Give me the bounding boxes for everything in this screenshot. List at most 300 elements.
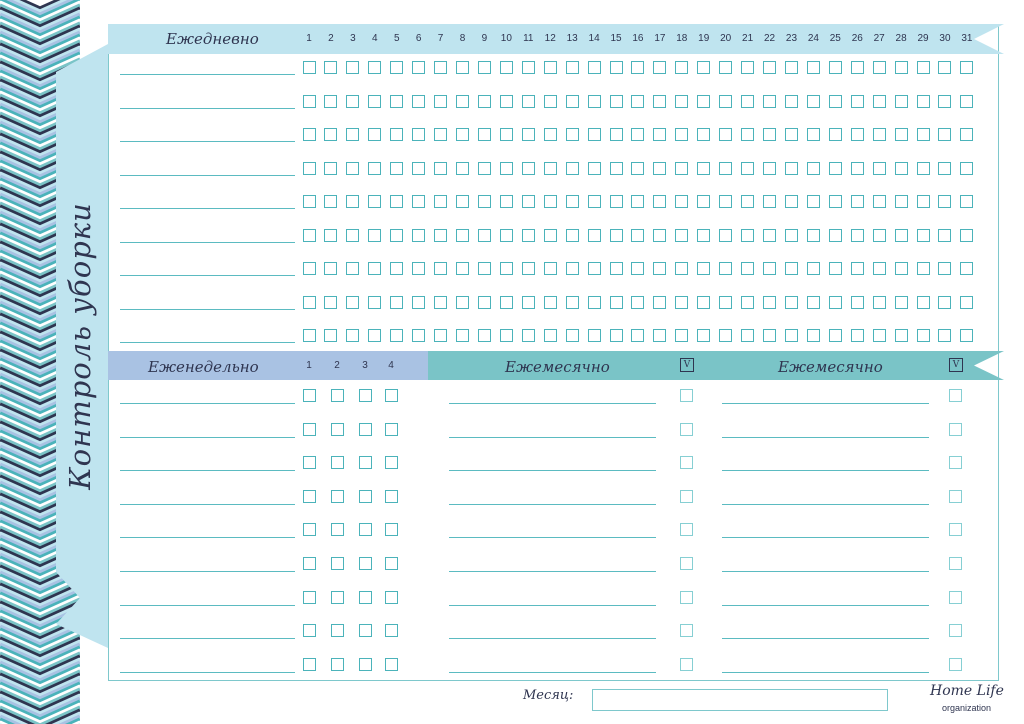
monthly-a-checkbox[interactable] <box>680 456 693 469</box>
daily-checkbox[interactable] <box>631 162 644 175</box>
daily-checkbox[interactable] <box>675 61 688 74</box>
weekly-checkbox[interactable] <box>331 423 344 436</box>
monthly-b-task-line[interactable] <box>722 605 929 606</box>
daily-checkbox[interactable] <box>895 61 908 74</box>
daily-checkbox[interactable] <box>938 296 951 309</box>
weekly-checkbox[interactable] <box>359 591 372 604</box>
weekly-task-line[interactable] <box>120 537 295 538</box>
daily-checkbox[interactable] <box>873 128 886 141</box>
weekly-checkbox[interactable] <box>359 557 372 570</box>
daily-checkbox[interactable] <box>303 262 316 275</box>
daily-checkbox[interactable] <box>851 162 864 175</box>
daily-checkbox[interactable] <box>610 61 623 74</box>
weekly-checkbox[interactable] <box>385 557 398 570</box>
daily-checkbox[interactable] <box>544 229 557 242</box>
daily-checkbox[interactable] <box>938 95 951 108</box>
monthly-b-task-line[interactable] <box>722 470 929 471</box>
daily-checkbox[interactable] <box>829 296 842 309</box>
weekly-checkbox[interactable] <box>331 523 344 536</box>
daily-checkbox[interactable] <box>631 296 644 309</box>
daily-checkbox[interactable] <box>763 95 776 108</box>
daily-checkbox[interactable] <box>390 128 403 141</box>
daily-checkbox[interactable] <box>785 262 798 275</box>
daily-checkbox[interactable] <box>303 61 316 74</box>
daily-checkbox[interactable] <box>303 329 316 342</box>
monthly-a-checkbox[interactable] <box>680 423 693 436</box>
daily-checkbox[interactable] <box>873 262 886 275</box>
daily-checkbox[interactable] <box>807 229 820 242</box>
daily-checkbox[interactable] <box>500 229 513 242</box>
daily-checkbox[interactable] <box>390 262 403 275</box>
monthly-a-checkbox[interactable] <box>680 624 693 637</box>
monthly-b-task-line[interactable] <box>722 638 929 639</box>
daily-checkbox[interactable] <box>566 229 579 242</box>
daily-checkbox[interactable] <box>785 195 798 208</box>
daily-checkbox[interactable] <box>544 296 557 309</box>
daily-checkbox[interactable] <box>719 61 732 74</box>
daily-checkbox[interactable] <box>522 262 535 275</box>
weekly-task-line[interactable] <box>120 437 295 438</box>
daily-task-line[interactable] <box>120 208 295 209</box>
daily-checkbox[interactable] <box>478 95 491 108</box>
daily-checkbox[interactable] <box>324 296 337 309</box>
daily-checkbox[interactable] <box>960 262 973 275</box>
daily-checkbox[interactable] <box>346 95 359 108</box>
monthly-a-task-line[interactable] <box>449 437 656 438</box>
daily-checkbox[interactable] <box>960 128 973 141</box>
daily-task-line[interactable] <box>120 108 295 109</box>
daily-checkbox[interactable] <box>544 162 557 175</box>
daily-checkbox[interactable] <box>566 128 579 141</box>
daily-checkbox[interactable] <box>456 296 469 309</box>
monthly-a-task-line[interactable] <box>449 605 656 606</box>
weekly-checkbox[interactable] <box>359 490 372 503</box>
daily-checkbox[interactable] <box>675 229 688 242</box>
daily-checkbox[interactable] <box>434 162 447 175</box>
daily-checkbox[interactable] <box>785 95 798 108</box>
daily-checkbox[interactable] <box>434 195 447 208</box>
daily-checkbox[interactable] <box>741 229 754 242</box>
month-input[interactable] <box>592 689 888 711</box>
monthly-b-task-line[interactable] <box>722 403 929 404</box>
monthly-a-task-line[interactable] <box>449 504 656 505</box>
daily-checkbox[interactable] <box>960 229 973 242</box>
daily-checkbox[interactable] <box>456 162 469 175</box>
daily-checkbox[interactable] <box>566 296 579 309</box>
weekly-checkbox[interactable] <box>331 490 344 503</box>
daily-checkbox[interactable] <box>588 128 601 141</box>
daily-checkbox[interactable] <box>895 262 908 275</box>
daily-checkbox[interactable] <box>829 262 842 275</box>
daily-checkbox[interactable] <box>588 162 601 175</box>
daily-task-line[interactable] <box>120 141 295 142</box>
weekly-checkbox[interactable] <box>303 523 316 536</box>
monthly-b-checkbox[interactable] <box>949 591 962 604</box>
daily-task-line[interactable] <box>120 242 295 243</box>
daily-checkbox[interactable] <box>412 195 425 208</box>
daily-checkbox[interactable] <box>544 61 557 74</box>
daily-checkbox[interactable] <box>719 329 732 342</box>
daily-checkbox[interactable] <box>390 61 403 74</box>
daily-checkbox[interactable] <box>478 229 491 242</box>
daily-checkbox[interactable] <box>588 296 601 309</box>
daily-checkbox[interactable] <box>917 128 930 141</box>
weekly-checkbox[interactable] <box>331 658 344 671</box>
weekly-checkbox[interactable] <box>385 490 398 503</box>
monthly-a-task-line[interactable] <box>449 470 656 471</box>
daily-checkbox[interactable] <box>412 61 425 74</box>
daily-checkbox[interactable] <box>653 329 666 342</box>
daily-checkbox[interactable] <box>456 128 469 141</box>
daily-checkbox[interactable] <box>500 296 513 309</box>
daily-checkbox[interactable] <box>697 296 710 309</box>
daily-checkbox[interactable] <box>434 329 447 342</box>
daily-checkbox[interactable] <box>610 162 623 175</box>
daily-checkbox[interactable] <box>412 128 425 141</box>
weekly-checkbox[interactable] <box>303 591 316 604</box>
daily-checkbox[interactable] <box>588 229 601 242</box>
daily-checkbox[interactable] <box>478 128 491 141</box>
daily-checkbox[interactable] <box>478 162 491 175</box>
weekly-checkbox[interactable] <box>303 557 316 570</box>
weekly-checkbox[interactable] <box>385 456 398 469</box>
daily-checkbox[interactable] <box>960 329 973 342</box>
daily-checkbox[interactable] <box>741 195 754 208</box>
daily-checkbox[interactable] <box>390 162 403 175</box>
daily-checkbox[interactable] <box>873 329 886 342</box>
daily-checkbox[interactable] <box>368 229 381 242</box>
monthly-b-checkbox[interactable] <box>949 389 962 402</box>
monthly-a-task-line[interactable] <box>449 537 656 538</box>
daily-task-line[interactable] <box>120 175 295 176</box>
daily-checkbox[interactable] <box>675 95 688 108</box>
daily-checkbox[interactable] <box>456 229 469 242</box>
daily-checkbox[interactable] <box>544 262 557 275</box>
daily-checkbox[interactable] <box>368 296 381 309</box>
weekly-checkbox[interactable] <box>385 389 398 402</box>
daily-checkbox[interactable] <box>324 229 337 242</box>
daily-checkbox[interactable] <box>610 229 623 242</box>
daily-checkbox[interactable] <box>719 296 732 309</box>
daily-checkbox[interactable] <box>741 61 754 74</box>
weekly-checkbox[interactable] <box>359 658 372 671</box>
monthly-a-task-line[interactable] <box>449 403 656 404</box>
weekly-checkbox[interactable] <box>303 389 316 402</box>
daily-checkbox[interactable] <box>434 128 447 141</box>
daily-checkbox[interactable] <box>346 262 359 275</box>
daily-checkbox[interactable] <box>456 61 469 74</box>
daily-checkbox[interactable] <box>631 195 644 208</box>
daily-checkbox[interactable] <box>807 195 820 208</box>
monthly-b-task-line[interactable] <box>722 437 929 438</box>
daily-checkbox[interactable] <box>675 128 688 141</box>
daily-checkbox[interactable] <box>960 95 973 108</box>
weekly-task-line[interactable] <box>120 504 295 505</box>
daily-checkbox[interactable] <box>390 195 403 208</box>
daily-checkbox[interactable] <box>741 329 754 342</box>
daily-checkbox[interactable] <box>938 229 951 242</box>
daily-checkbox[interactable] <box>851 61 864 74</box>
daily-checkbox[interactable] <box>763 195 776 208</box>
daily-checkbox[interactable] <box>324 61 337 74</box>
daily-checkbox[interactable] <box>785 128 798 141</box>
daily-checkbox[interactable] <box>522 61 535 74</box>
daily-checkbox[interactable] <box>303 95 316 108</box>
monthly-b-checkbox[interactable] <box>949 658 962 671</box>
daily-checkbox[interactable] <box>303 128 316 141</box>
weekly-checkbox[interactable] <box>359 624 372 637</box>
daily-checkbox[interactable] <box>917 296 930 309</box>
daily-checkbox[interactable] <box>807 329 820 342</box>
weekly-checkbox[interactable] <box>331 557 344 570</box>
weekly-task-line[interactable] <box>120 638 295 639</box>
daily-checkbox[interactable] <box>741 128 754 141</box>
weekly-checkbox[interactable] <box>331 591 344 604</box>
weekly-checkbox[interactable] <box>385 658 398 671</box>
daily-checkbox[interactable] <box>368 61 381 74</box>
weekly-checkbox[interactable] <box>303 456 316 469</box>
daily-checkbox[interactable] <box>697 128 710 141</box>
monthly-b-checkbox[interactable] <box>949 624 962 637</box>
daily-checkbox[interactable] <box>938 61 951 74</box>
daily-checkbox[interactable] <box>631 229 644 242</box>
daily-checkbox[interactable] <box>368 162 381 175</box>
daily-checkbox[interactable] <box>895 329 908 342</box>
weekly-checkbox[interactable] <box>303 490 316 503</box>
daily-checkbox[interactable] <box>522 329 535 342</box>
daily-checkbox[interactable] <box>763 229 776 242</box>
daily-checkbox[interactable] <box>610 95 623 108</box>
daily-checkbox[interactable] <box>741 296 754 309</box>
daily-checkbox[interactable] <box>785 329 798 342</box>
daily-checkbox[interactable] <box>566 329 579 342</box>
daily-checkbox[interactable] <box>500 329 513 342</box>
daily-checkbox[interactable] <box>785 229 798 242</box>
daily-checkbox[interactable] <box>873 95 886 108</box>
daily-checkbox[interactable] <box>324 95 337 108</box>
weekly-checkbox[interactable] <box>331 624 344 637</box>
monthly-b-checkbox[interactable] <box>949 523 962 536</box>
daily-checkbox[interactable] <box>610 262 623 275</box>
weekly-checkbox[interactable] <box>331 389 344 402</box>
daily-checkbox[interactable] <box>675 262 688 275</box>
daily-task-line[interactable] <box>120 309 295 310</box>
daily-checkbox[interactable] <box>610 195 623 208</box>
monthly-a-checkbox[interactable] <box>680 389 693 402</box>
daily-checkbox[interactable] <box>412 262 425 275</box>
daily-checkbox[interactable] <box>917 195 930 208</box>
daily-checkbox[interactable] <box>917 61 930 74</box>
daily-checkbox[interactable] <box>807 262 820 275</box>
daily-checkbox[interactable] <box>895 229 908 242</box>
daily-checkbox[interactable] <box>675 162 688 175</box>
daily-checkbox[interactable] <box>588 262 601 275</box>
daily-checkbox[interactable] <box>675 195 688 208</box>
daily-checkbox[interactable] <box>544 128 557 141</box>
daily-checkbox[interactable] <box>346 229 359 242</box>
monthly-b-checkbox[interactable] <box>949 557 962 570</box>
daily-checkbox[interactable] <box>675 329 688 342</box>
daily-checkbox[interactable] <box>324 162 337 175</box>
weekly-checkbox[interactable] <box>385 523 398 536</box>
daily-checkbox[interactable] <box>873 296 886 309</box>
daily-checkbox[interactable] <box>434 296 447 309</box>
daily-checkbox[interactable] <box>785 296 798 309</box>
daily-checkbox[interactable] <box>851 229 864 242</box>
daily-checkbox[interactable] <box>807 95 820 108</box>
daily-checkbox[interactable] <box>434 61 447 74</box>
daily-checkbox[interactable] <box>785 162 798 175</box>
weekly-checkbox[interactable] <box>359 523 372 536</box>
daily-checkbox[interactable] <box>763 162 776 175</box>
daily-checkbox[interactable] <box>522 95 535 108</box>
daily-checkbox[interactable] <box>478 329 491 342</box>
daily-checkbox[interactable] <box>851 95 864 108</box>
daily-task-line[interactable] <box>120 74 295 75</box>
daily-checkbox[interactable] <box>390 229 403 242</box>
daily-checkbox[interactable] <box>653 95 666 108</box>
daily-checkbox[interactable] <box>938 329 951 342</box>
daily-checkbox[interactable] <box>653 128 666 141</box>
weekly-task-line[interactable] <box>120 672 295 673</box>
daily-checkbox[interactable] <box>368 128 381 141</box>
daily-checkbox[interactable] <box>544 329 557 342</box>
monthly-a-checkbox[interactable] <box>680 591 693 604</box>
weekly-checkbox[interactable] <box>359 423 372 436</box>
daily-checkbox[interactable] <box>697 195 710 208</box>
daily-checkbox[interactable] <box>631 262 644 275</box>
daily-checkbox[interactable] <box>895 296 908 309</box>
daily-checkbox[interactable] <box>522 162 535 175</box>
daily-checkbox[interactable] <box>829 329 842 342</box>
daily-checkbox[interactable] <box>653 229 666 242</box>
daily-checkbox[interactable] <box>829 128 842 141</box>
daily-checkbox[interactable] <box>719 195 732 208</box>
daily-task-line[interactable] <box>120 275 295 276</box>
daily-checkbox[interactable] <box>500 262 513 275</box>
daily-checkbox[interactable] <box>851 128 864 141</box>
daily-checkbox[interactable] <box>960 162 973 175</box>
daily-checkbox[interactable] <box>566 95 579 108</box>
daily-checkbox[interactable] <box>390 329 403 342</box>
daily-checkbox[interactable] <box>324 329 337 342</box>
daily-checkbox[interactable] <box>478 296 491 309</box>
daily-checkbox[interactable] <box>653 262 666 275</box>
daily-checkbox[interactable] <box>917 329 930 342</box>
daily-checkbox[interactable] <box>522 296 535 309</box>
daily-checkbox[interactable] <box>763 262 776 275</box>
daily-checkbox[interactable] <box>851 296 864 309</box>
daily-checkbox[interactable] <box>653 195 666 208</box>
daily-checkbox[interactable] <box>588 95 601 108</box>
weekly-task-line[interactable] <box>120 470 295 471</box>
daily-checkbox[interactable] <box>522 195 535 208</box>
daily-checkbox[interactable] <box>631 128 644 141</box>
daily-checkbox[interactable] <box>763 329 776 342</box>
daily-checkbox[interactable] <box>566 61 579 74</box>
daily-checkbox[interactable] <box>610 128 623 141</box>
daily-checkbox[interactable] <box>697 329 710 342</box>
daily-checkbox[interactable] <box>917 95 930 108</box>
daily-checkbox[interactable] <box>610 329 623 342</box>
daily-checkbox[interactable] <box>500 162 513 175</box>
daily-checkbox[interactable] <box>324 195 337 208</box>
weekly-checkbox[interactable] <box>331 456 344 469</box>
daily-checkbox[interactable] <box>544 95 557 108</box>
daily-checkbox[interactable] <box>434 262 447 275</box>
weekly-task-line[interactable] <box>120 571 295 572</box>
daily-checkbox[interactable] <box>566 195 579 208</box>
daily-checkbox[interactable] <box>763 61 776 74</box>
daily-checkbox[interactable] <box>960 195 973 208</box>
weekly-checkbox[interactable] <box>385 591 398 604</box>
daily-checkbox[interactable] <box>851 329 864 342</box>
weekly-checkbox[interactable] <box>385 423 398 436</box>
monthly-b-checkbox[interactable] <box>949 456 962 469</box>
daily-checkbox[interactable] <box>697 95 710 108</box>
daily-checkbox[interactable] <box>412 95 425 108</box>
daily-checkbox[interactable] <box>434 95 447 108</box>
daily-checkbox[interactable] <box>763 296 776 309</box>
daily-checkbox[interactable] <box>741 262 754 275</box>
daily-checkbox[interactable] <box>631 61 644 74</box>
daily-checkbox[interactable] <box>346 296 359 309</box>
monthly-a-task-line[interactable] <box>449 571 656 572</box>
daily-checkbox[interactable] <box>741 162 754 175</box>
daily-checkbox[interactable] <box>917 162 930 175</box>
daily-checkbox[interactable] <box>478 262 491 275</box>
daily-checkbox[interactable] <box>412 162 425 175</box>
daily-checkbox[interactable] <box>829 162 842 175</box>
monthly-a-checkbox[interactable] <box>680 658 693 671</box>
daily-checkbox[interactable] <box>456 195 469 208</box>
daily-checkbox[interactable] <box>938 262 951 275</box>
daily-checkbox[interactable] <box>500 95 513 108</box>
daily-checkbox[interactable] <box>610 296 623 309</box>
weekly-task-line[interactable] <box>120 403 295 404</box>
daily-checkbox[interactable] <box>829 61 842 74</box>
monthly-a-checkbox[interactable] <box>680 490 693 503</box>
weekly-checkbox[interactable] <box>303 423 316 436</box>
daily-checkbox[interactable] <box>631 95 644 108</box>
daily-checkbox[interactable] <box>938 128 951 141</box>
daily-checkbox[interactable] <box>303 195 316 208</box>
daily-checkbox[interactable] <box>697 162 710 175</box>
daily-task-line[interactable] <box>120 342 295 343</box>
daily-checkbox[interactable] <box>522 229 535 242</box>
daily-checkbox[interactable] <box>960 296 973 309</box>
daily-checkbox[interactable] <box>807 61 820 74</box>
daily-checkbox[interactable] <box>960 61 973 74</box>
monthly-b-task-line[interactable] <box>722 504 929 505</box>
daily-checkbox[interactable] <box>631 329 644 342</box>
daily-checkbox[interactable] <box>697 61 710 74</box>
weekly-checkbox[interactable] <box>303 624 316 637</box>
daily-checkbox[interactable] <box>719 229 732 242</box>
daily-checkbox[interactable] <box>588 329 601 342</box>
daily-checkbox[interactable] <box>346 61 359 74</box>
daily-checkbox[interactable] <box>653 162 666 175</box>
daily-checkbox[interactable] <box>500 61 513 74</box>
daily-checkbox[interactable] <box>763 128 776 141</box>
daily-checkbox[interactable] <box>368 262 381 275</box>
daily-checkbox[interactable] <box>675 296 688 309</box>
daily-checkbox[interactable] <box>719 128 732 141</box>
daily-checkbox[interactable] <box>368 95 381 108</box>
weekly-task-line[interactable] <box>120 605 295 606</box>
daily-checkbox[interactable] <box>895 162 908 175</box>
daily-checkbox[interactable] <box>851 262 864 275</box>
